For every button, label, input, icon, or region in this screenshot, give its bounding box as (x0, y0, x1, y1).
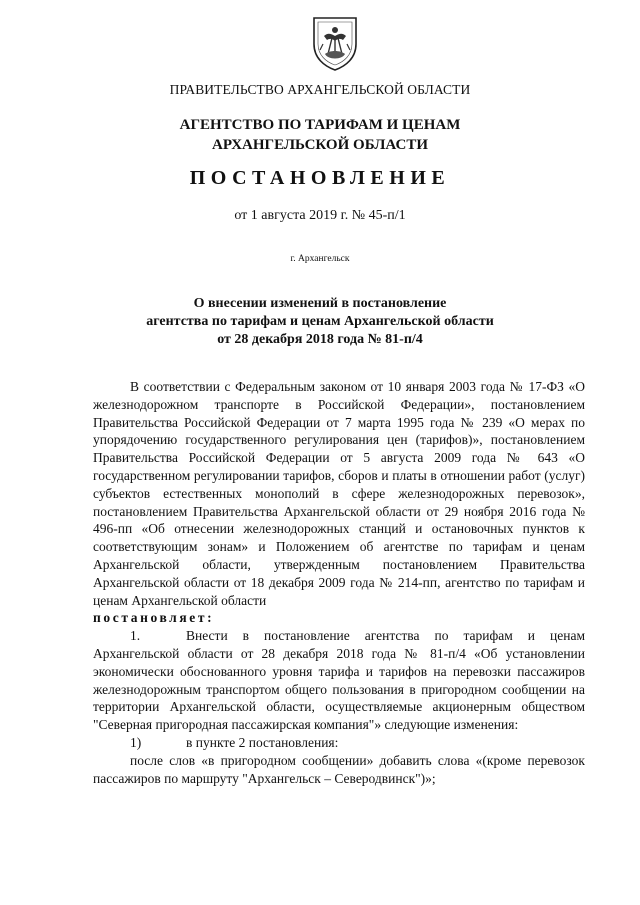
city: г. Архангельск (290, 254, 350, 264)
subitem-1-number: 1) (130, 734, 142, 750)
subject-line1: О внесении изменений в постановление (193, 296, 447, 311)
document-body (93, 378, 585, 787)
document-type: ПОСТАНОВЛЕНИЕ (189, 167, 451, 189)
subject-line3: от 28 декабря 2018 года № 81-п/4 (217, 332, 423, 347)
item-1-number: 1. (130, 628, 141, 644)
agency-title-line1: АГЕНТСТВО ПО ТАРИФАМ И ЦЕНАМ (179, 117, 461, 133)
subitem-1 (93, 734, 585, 752)
subject-line2: агентства по тарифам и ценам Архангельской области (146, 314, 494, 329)
document-subject (0, 295, 640, 349)
agency-title-line2: АРХАНГЕЛЬСКОЙ ОБЛАСТИ (212, 137, 428, 153)
item-1 (93, 627, 585, 734)
subitem-1-text: в пункте 2 постановления: (186, 734, 339, 750)
government-title: ПРАВИТЕЛЬСТВО АРХАНГЕЛЬСКОЙ ОБЛАСТИ (169, 82, 471, 97)
item-1-text: Внести в постановление агентства по тарифам и ценам Архангельской области от 28 декабря 2018 года № 81-п/4 «Об установлении экономически обоснованного уровня тарифа и тарифов на перевозки пассажиров железнодорожным транспортом общего пользования в пригородном сообщении на территории Архангельской области, осуществляемые акционерным обществом "Северная пригородная пассажирская компания"» следующие изменения: (93, 628, 585, 733)
preamble-paragraph: В соответствии с Федеральным законом от 10 января 2003 года № 17-ФЗ «О железнодорожном транспорте в Российской Федерации», постановлением Правительства Российской Федерации от 7 марта 1995 года № 239 «О мерах по упорядочению государственного регулирования цен (тарифов)», постановлением Правительства Российской Федерации от 5 августа 2009 года № 643 «О государственном регулировании тарифов, сборов и платы в отношении работ (услуг) субъектов естественных монополий в сфере железнодорожных перевозок», постановлением Правительства Архангельской области от 29 ноября 2016 года № 496-пп «Об отнесении железнодорожных станций и остановочных пунктов к соответствующим зонам» и Положением об агентстве по тарифам и ценам Архангельской области, утвержденным постановлением Правительства Архангельской области от 18 декабря 2009 года № 214-пп, агентство по тарифам и ценам Архангельской области (93, 379, 585, 608)
subitem-1-change: после слов «в пригородном сообщении» добавить слова «(кроме перевозок пассажиров по маршруту "Архангельск – Северодвинск")»; (93, 752, 585, 786)
coat-of-arms-icon (310, 14, 360, 72)
agency-title (0, 115, 640, 155)
decree-word: постановляет: (93, 610, 215, 626)
date-number: от 1 августа 2019 г. № 45-п/1 (234, 208, 406, 223)
